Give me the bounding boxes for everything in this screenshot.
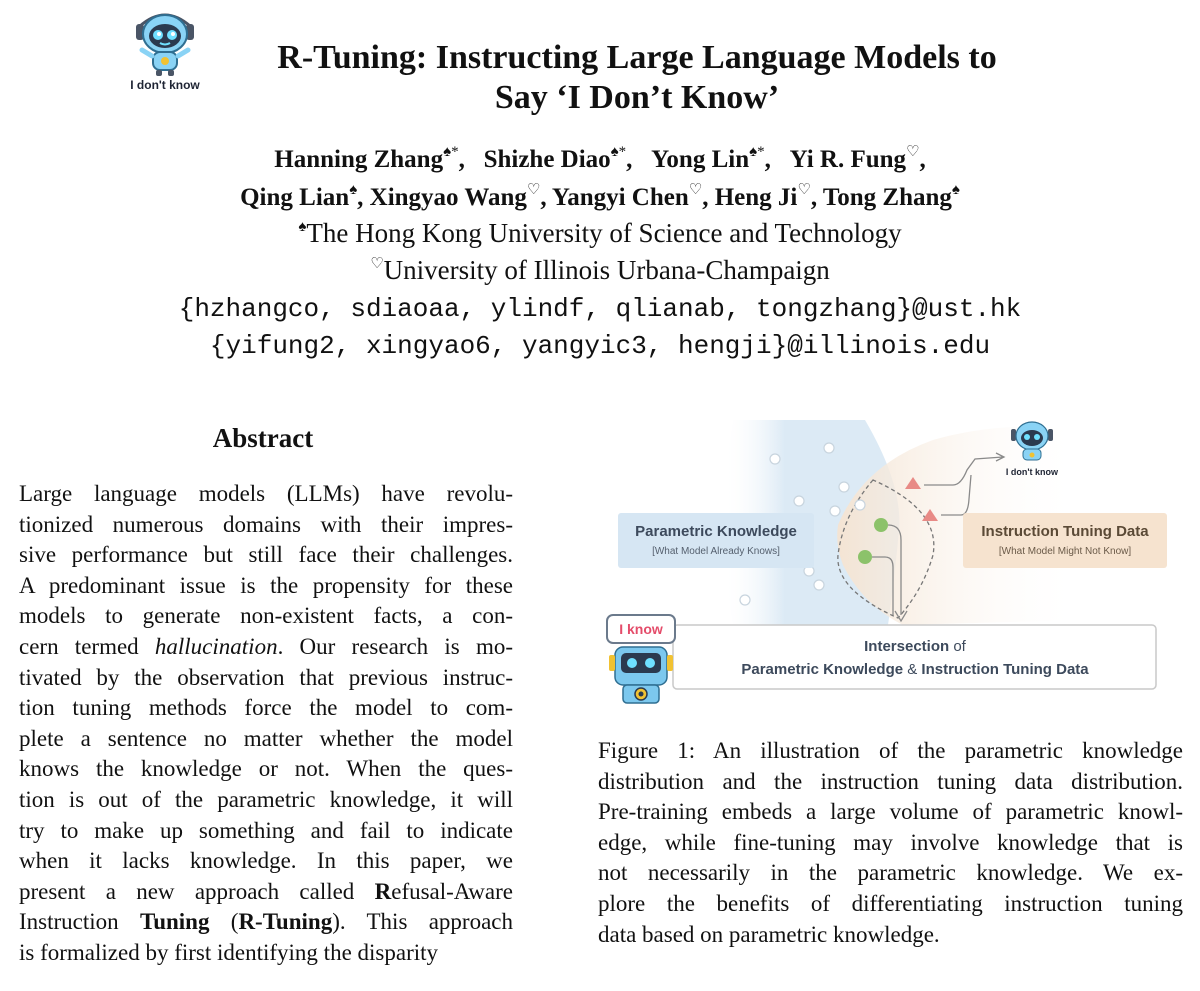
author-line-2: Qing Lian♠, Xingyao Wang♡, Yangyi Chen♡, Heng Ji♡, Tong Zhang♠ bbox=[240, 182, 960, 211]
author-affiliation-mark: ♡ bbox=[797, 182, 811, 198]
abstract-line: tionized numerous domains with their impres- bbox=[19, 511, 513, 537]
paper-logo bbox=[122, 8, 208, 94]
caption-line: not necessarily in the parametric knowledge. We ex- bbox=[598, 860, 1183, 886]
abstract-body bbox=[19, 479, 513, 969]
abstract-line: when it lacks knowledge. In this paper, we bbox=[19, 848, 513, 874]
affiliation-name: The Hong Kong University of Science and Technology bbox=[306, 218, 902, 248]
caption-line: Pre-training embeds a large volume of parametric knowl- bbox=[598, 799, 1183, 825]
author-name: Yong Lin bbox=[651, 146, 750, 173]
i-know-label: I know bbox=[619, 621, 663, 637]
abstract-line: models to generate non-existent facts, a con- bbox=[19, 603, 513, 629]
caption-line: distribution and the instruction tuning data distribution. bbox=[598, 768, 1183, 794]
intersection-bold: Intersection bbox=[864, 638, 950, 655]
author-name: Tong Zhang bbox=[822, 184, 952, 211]
abstract-line: tion tuning methods force the model to com- bbox=[19, 695, 513, 721]
affiliation-uiuc bbox=[0, 253, 1200, 287]
intersection-of: of bbox=[949, 638, 966, 655]
logo-caption: I don't know bbox=[130, 78, 200, 92]
caption-line: data based on parametric knowledge. bbox=[598, 921, 940, 947]
abstract-line: A predominant issue is the propensity for these bbox=[19, 572, 513, 598]
abstract-line: tion is out of the parametric knowledge, it will bbox=[19, 786, 513, 812]
author-affiliation-mark: ♠* bbox=[749, 144, 765, 160]
abstract-line: knows the knowledge or not. When the ques- bbox=[19, 756, 513, 782]
figure-1-caption bbox=[598, 736, 1183, 950]
affiliation-mark: ♡ bbox=[370, 256, 384, 272]
paper-title bbox=[214, 38, 1060, 118]
parametric-knowledge-title: Parametric Knowledge bbox=[635, 523, 797, 540]
author-affiliation-mark: ♠ bbox=[349, 182, 358, 198]
green-dot bbox=[874, 518, 888, 532]
author-affiliation-mark: ♡ bbox=[526, 182, 541, 198]
abstract-heading: Abstract bbox=[212, 423, 314, 453]
i-dont-know-label: I don't know bbox=[1005, 467, 1059, 477]
affiliation-mark: ♠ bbox=[298, 219, 307, 235]
abstract-line: is formalized by first identifying the disparity bbox=[19, 939, 439, 965]
author-name: Hanning Zhang bbox=[274, 146, 444, 173]
author-line-1: Hanning Zhang♠*, Shizhe Diao♠*, Yong Lin♠*, Yi R. Fung♡, bbox=[274, 144, 926, 173]
abstract-line: sive performance but still face their challenges. bbox=[19, 542, 513, 568]
abstract-line: plete a sentence no matter whether the model bbox=[19, 725, 513, 751]
abstract-line: present a new approach called Refusal-Aware bbox=[19, 878, 513, 904]
author-list bbox=[0, 141, 1200, 217]
abstract-line: Instruction Tuning (R-Tuning). This approach bbox=[19, 909, 513, 935]
green-dot bbox=[858, 550, 872, 564]
abstract-line: tivated by the observation that previous instruc- bbox=[19, 664, 513, 690]
robot-i-know-icon bbox=[607, 615, 675, 703]
parametric-knowledge-subtitle: [What Model Already Knows] bbox=[652, 546, 780, 557]
caption-line: plore the benefits of differentiating instruction tuning bbox=[598, 890, 1183, 916]
affiliation-hkust bbox=[0, 216, 1200, 250]
email-line-uiuc: {yifung2, xingyao6, yangyic3, hengji}@illinois.edu bbox=[209, 331, 991, 361]
figure-1 bbox=[603, 415, 1178, 715]
author-affiliation-mark: ♠* bbox=[443, 144, 459, 160]
abstract-line: cern termed hallucination. Our research is mo- bbox=[19, 633, 514, 659]
caption-line: Figure 1: An illustration of the parametric knowledge bbox=[598, 738, 1183, 763]
intersection-parametric: Parametric Knowledge bbox=[741, 661, 904, 678]
caption-line: edge, while fine-tuning may involve knowledge that is bbox=[598, 829, 1183, 855]
title-line-1: R-Tuning: Instructing Large Language Models to bbox=[277, 39, 997, 76]
affiliation-name: University of Illinois Urbana-Champaign bbox=[383, 255, 830, 285]
instruction-tuning-title: Instruction Tuning Data bbox=[981, 523, 1149, 540]
author-name: Yi R. Fung bbox=[789, 146, 907, 173]
author-affiliation-mark: ♡ bbox=[688, 182, 703, 198]
intersection-ampersand: & bbox=[903, 661, 922, 678]
author-name: Yangyi Chen bbox=[551, 184, 689, 211]
author-name: Heng Ji bbox=[714, 184, 798, 211]
author-name: Xingyao Wang bbox=[369, 184, 527, 211]
author-affiliation-mark: ♡ bbox=[906, 144, 920, 160]
author-name: Shizhe Diao bbox=[483, 146, 611, 173]
figure-1-illustration bbox=[603, 415, 1178, 715]
abstract-line: try to make up something and fail to indicate bbox=[19, 817, 513, 843]
intersection-label-line-1 bbox=[864, 638, 967, 655]
author-affiliation-mark: ♠ bbox=[951, 182, 960, 198]
email-line-hkust: {hzhangco, sdiaoaa, ylindf, qlianab, tongzhang}@ust.hk bbox=[178, 294, 1022, 324]
instruction-tuning-subtitle: [What Model Might Not Know] bbox=[998, 546, 1132, 557]
author-affiliation-mark: ♠* bbox=[610, 144, 627, 160]
abstract-line: Large language models (LLMs) have revolu- bbox=[19, 481, 513, 506]
intersection-instruction: Instruction Tuning Data bbox=[921, 661, 1089, 678]
author-name: Qing Lian bbox=[240, 184, 350, 211]
intersection-label-line-2 bbox=[741, 661, 1089, 678]
title-line-2: Say ‘I Don’t Know’ bbox=[494, 79, 780, 116]
